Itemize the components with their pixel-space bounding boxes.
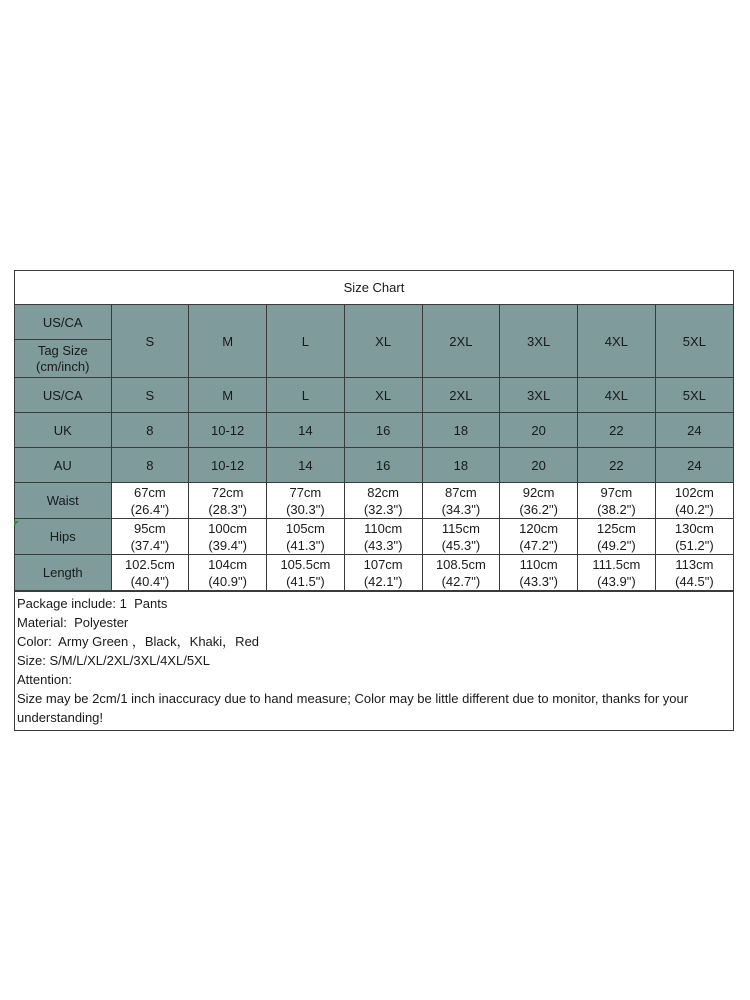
size-cell: 20 (500, 448, 578, 483)
size-chart-title: Size Chart (15, 271, 733, 305)
us-ca-header-label: US/CA (15, 305, 111, 340)
size-cell: 16 (344, 448, 422, 483)
inch-value: (43.3") (519, 573, 558, 589)
cm-value: 72cm (211, 484, 244, 500)
measurement-cell (189, 483, 267, 519)
size-cell: XL (344, 378, 422, 413)
size-cell: 22 (578, 448, 656, 483)
inch-value: (47.2") (519, 537, 558, 553)
cell-comment-marker-icon (14, 521, 19, 526)
cm-value: 102cm (674, 484, 714, 500)
cm-value: 111.5cm (592, 556, 641, 572)
length-row (15, 555, 733, 591)
inch-value: (45.3") (441, 537, 481, 553)
inch-value: (36.2") (519, 501, 558, 517)
size-cell: 4XL (578, 378, 656, 413)
row-label: Length (15, 555, 111, 591)
size-cell: 5XL (655, 378, 733, 413)
size-cell: 8 (111, 448, 189, 483)
cm-value: 113cm (675, 556, 714, 572)
inch-value: (28.3") (208, 501, 247, 517)
tag-size-row (15, 305, 733, 378)
size-cell: 10-12 (189, 413, 267, 448)
cm-value: 130cm (674, 520, 714, 536)
size-chart (14, 270, 734, 731)
tag-size-cell: 4XL (578, 305, 656, 378)
size-cell: 16 (344, 413, 422, 448)
measurement-cell (111, 483, 189, 519)
cm-value: 108.5cm (435, 556, 486, 572)
cm-value: 110cm (364, 520, 403, 536)
row-label: Hips (15, 519, 111, 555)
waist-row (15, 483, 733, 519)
size-cell: 20 (500, 413, 578, 448)
cm-value: 105cm (285, 520, 325, 536)
size-cell: 18 (422, 448, 500, 483)
measurement-cell (655, 483, 733, 519)
cm-value: 100cm (208, 520, 248, 536)
tag-size-unit-label: (cm/inch) (36, 358, 90, 374)
measurement-cell (578, 483, 656, 519)
tag-size-cell: M (189, 305, 267, 378)
measurement-cell (111, 555, 189, 591)
measurement-cell (500, 555, 578, 591)
size-table (15, 305, 733, 591)
cm-value: 102.5cm (124, 556, 175, 572)
inch-value: (40.2") (675, 501, 714, 517)
package-note: Package include: 1 Pants (17, 596, 168, 611)
cm-value: 125cm (596, 520, 636, 536)
product-notes (15, 591, 733, 730)
measurement-cell (578, 555, 656, 591)
cm-value: 87cm (444, 484, 477, 500)
inch-value: (30.3") (286, 501, 325, 517)
inch-value: (40.9") (208, 573, 247, 589)
measurement-cell (267, 519, 345, 555)
cm-value: 92cm (522, 484, 555, 500)
size-cell: 8 (111, 413, 189, 448)
cm-value: 77cm (289, 484, 322, 500)
tag-size-cell: S (111, 305, 189, 378)
size-cell: 3XL (500, 378, 578, 413)
measurement-cell (500, 519, 578, 555)
cm-value: 107cm (363, 556, 403, 572)
us-ca-row (15, 378, 733, 413)
color-note: Color: Army Green ，Black，Khaki，Red (17, 634, 260, 649)
inch-value: (38.2") (597, 501, 636, 517)
size-cell: 18 (422, 413, 500, 448)
size-cell: 10-12 (189, 448, 267, 483)
size-cell: 14 (267, 413, 345, 448)
size-note: Size: S/M/L/XL/2XL/3XL/4XL/5XL (17, 653, 210, 668)
measurement-cell (267, 555, 345, 591)
inch-value: (42.7") (441, 573, 481, 589)
cm-value: 115cm (441, 520, 480, 536)
cm-value: 67cm (133, 484, 166, 500)
measurement-cell (655, 519, 733, 555)
row-label: UK (15, 413, 111, 448)
cm-value: 97cm (600, 484, 633, 500)
attention-heading: Attention: (17, 672, 72, 687)
inch-value: (41.3") (286, 537, 325, 553)
measurement-cell (422, 483, 500, 519)
inch-value: (51.2") (675, 537, 714, 553)
cm-value: 120cm (519, 520, 559, 536)
measurement-cell (344, 555, 422, 591)
measurement-cell (267, 483, 345, 519)
inch-value: (43.3") (363, 537, 403, 553)
measurement-cell (189, 555, 267, 591)
tag-size-label: Tag Size (37, 342, 88, 358)
au-row (15, 448, 733, 483)
hips-row (15, 519, 733, 555)
tag-size-cell: XL (344, 305, 422, 378)
cm-value: 82cm (367, 484, 400, 500)
inch-value: (26.4") (130, 501, 170, 517)
inch-value: (49.2") (597, 537, 636, 553)
tag-size-label-cell (15, 305, 111, 378)
measurement-cell (578, 519, 656, 555)
tag-size-cell: 3XL (500, 305, 578, 378)
cm-value: 105.5cm (280, 556, 331, 572)
inch-value: (44.5") (675, 573, 714, 589)
tag-size-cell: 5XL (655, 305, 733, 378)
cm-value: 104cm (208, 556, 248, 572)
measurement-cell (344, 483, 422, 519)
inch-value: (41.5") (286, 573, 325, 589)
row-label: US/CA (15, 378, 111, 413)
attention-note: Size may be 2cm/1 inch inaccuracy due to hand measure; Color may be little different due to monitor, thanks for your understanding! (17, 691, 692, 725)
measurement-cell (500, 483, 578, 519)
measurement-cell (422, 555, 500, 591)
inch-value: (37.4") (130, 537, 170, 553)
size-cell: 24 (655, 448, 733, 483)
inch-value: (32.3") (363, 501, 403, 517)
size-cell: M (189, 378, 267, 413)
inch-value: (39.4") (208, 537, 247, 553)
size-cell: 2XL (422, 378, 500, 413)
size-cell: 14 (267, 448, 345, 483)
measurement-cell (189, 519, 267, 555)
tag-size-cell: 2XL (422, 305, 500, 378)
inch-value: (42.1") (363, 573, 403, 589)
size-cell: L (267, 378, 345, 413)
row-label: AU (15, 448, 111, 483)
inch-value: (40.4") (130, 573, 170, 589)
measurement-cell (111, 519, 189, 555)
inch-value: (43.9") (597, 573, 636, 589)
measurement-cell (344, 519, 422, 555)
inch-value: (34.3") (441, 501, 481, 517)
cm-value: 110cm (519, 556, 558, 572)
tag-size-cell: L (267, 305, 345, 378)
size-cell: 24 (655, 413, 733, 448)
uk-row (15, 413, 733, 448)
measurement-cell (422, 519, 500, 555)
size-cell: 22 (578, 413, 656, 448)
material-note: Material: Polyester (17, 615, 129, 630)
measurement-cell (655, 555, 733, 591)
size-cell: S (111, 378, 189, 413)
cm-value: 95cm (133, 520, 166, 536)
row-label: Waist (15, 483, 111, 519)
